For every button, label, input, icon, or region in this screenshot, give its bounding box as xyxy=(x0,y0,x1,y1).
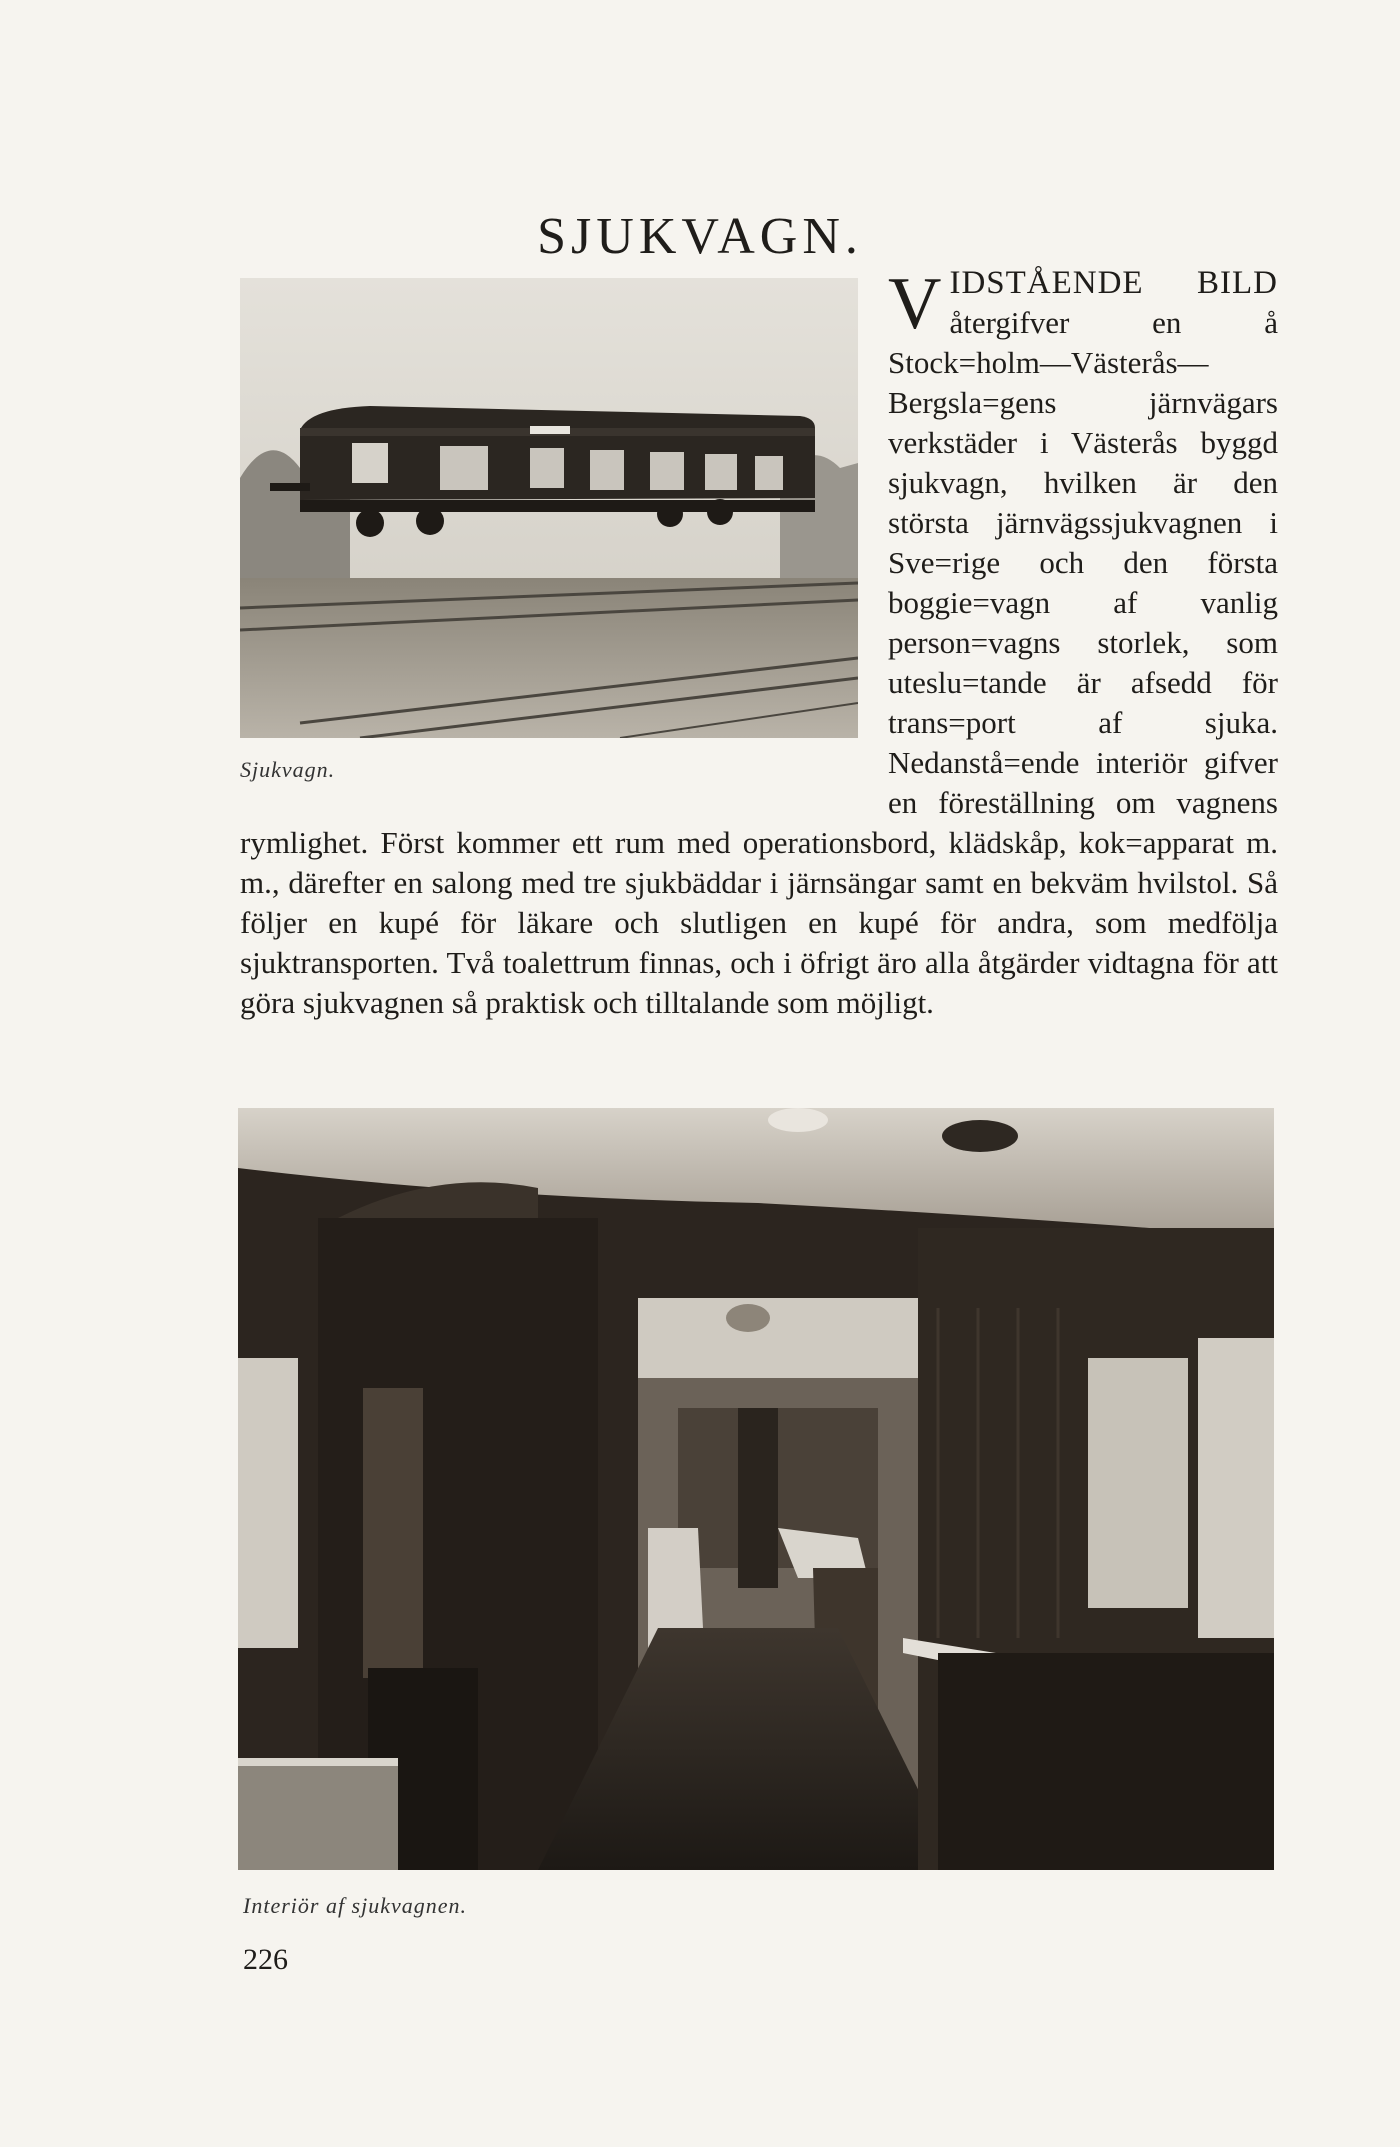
article-text xyxy=(240,263,1278,1023)
drop-cap: V xyxy=(888,263,942,345)
bottom-photo-caption: Interiör af sjukvagnen. xyxy=(243,1893,468,1918)
page-number: 226 xyxy=(243,1943,288,1976)
page-title: SJUKVAGN. xyxy=(537,207,863,265)
top-photo-caption: Sjukvagn. xyxy=(240,757,336,782)
ambulance-interior-photo xyxy=(238,1108,1274,1870)
photo-wrap-space xyxy=(240,263,888,793)
article-body: återgifver en å Stock=holm—Västerås—Bergsla=gens järnvägars verkstäder i Västerås byggd sjukvagn, hvilken är den största järnvägssjukvagnen i Sve=rige och den första boggie=vagn af vanlig person=vagns storlek, som uteslu=tande är afsedd för trans=port af sjuka. Nedanstå=ende interiör gifver en föreställning om vagnens rymlighet. Först kommer ett rum med operationsbord, klädskåp, kok=apparat m. m., därefter en salong med tre sjukbäddar i järnsängar samt en bekväm hvilstol. Så följer en kupé för läkare och slutligen en kupé för andra, som medfölja sjuktransporten. Två toalettrum finnas, och i öfrigt äro alla åtgärder vidtagna för att göra sjukvagnen så praktisk och tilltalande som möjligt. xyxy=(240,305,1278,1020)
lead-in: IDSTÅENDE BILD xyxy=(949,265,1278,301)
